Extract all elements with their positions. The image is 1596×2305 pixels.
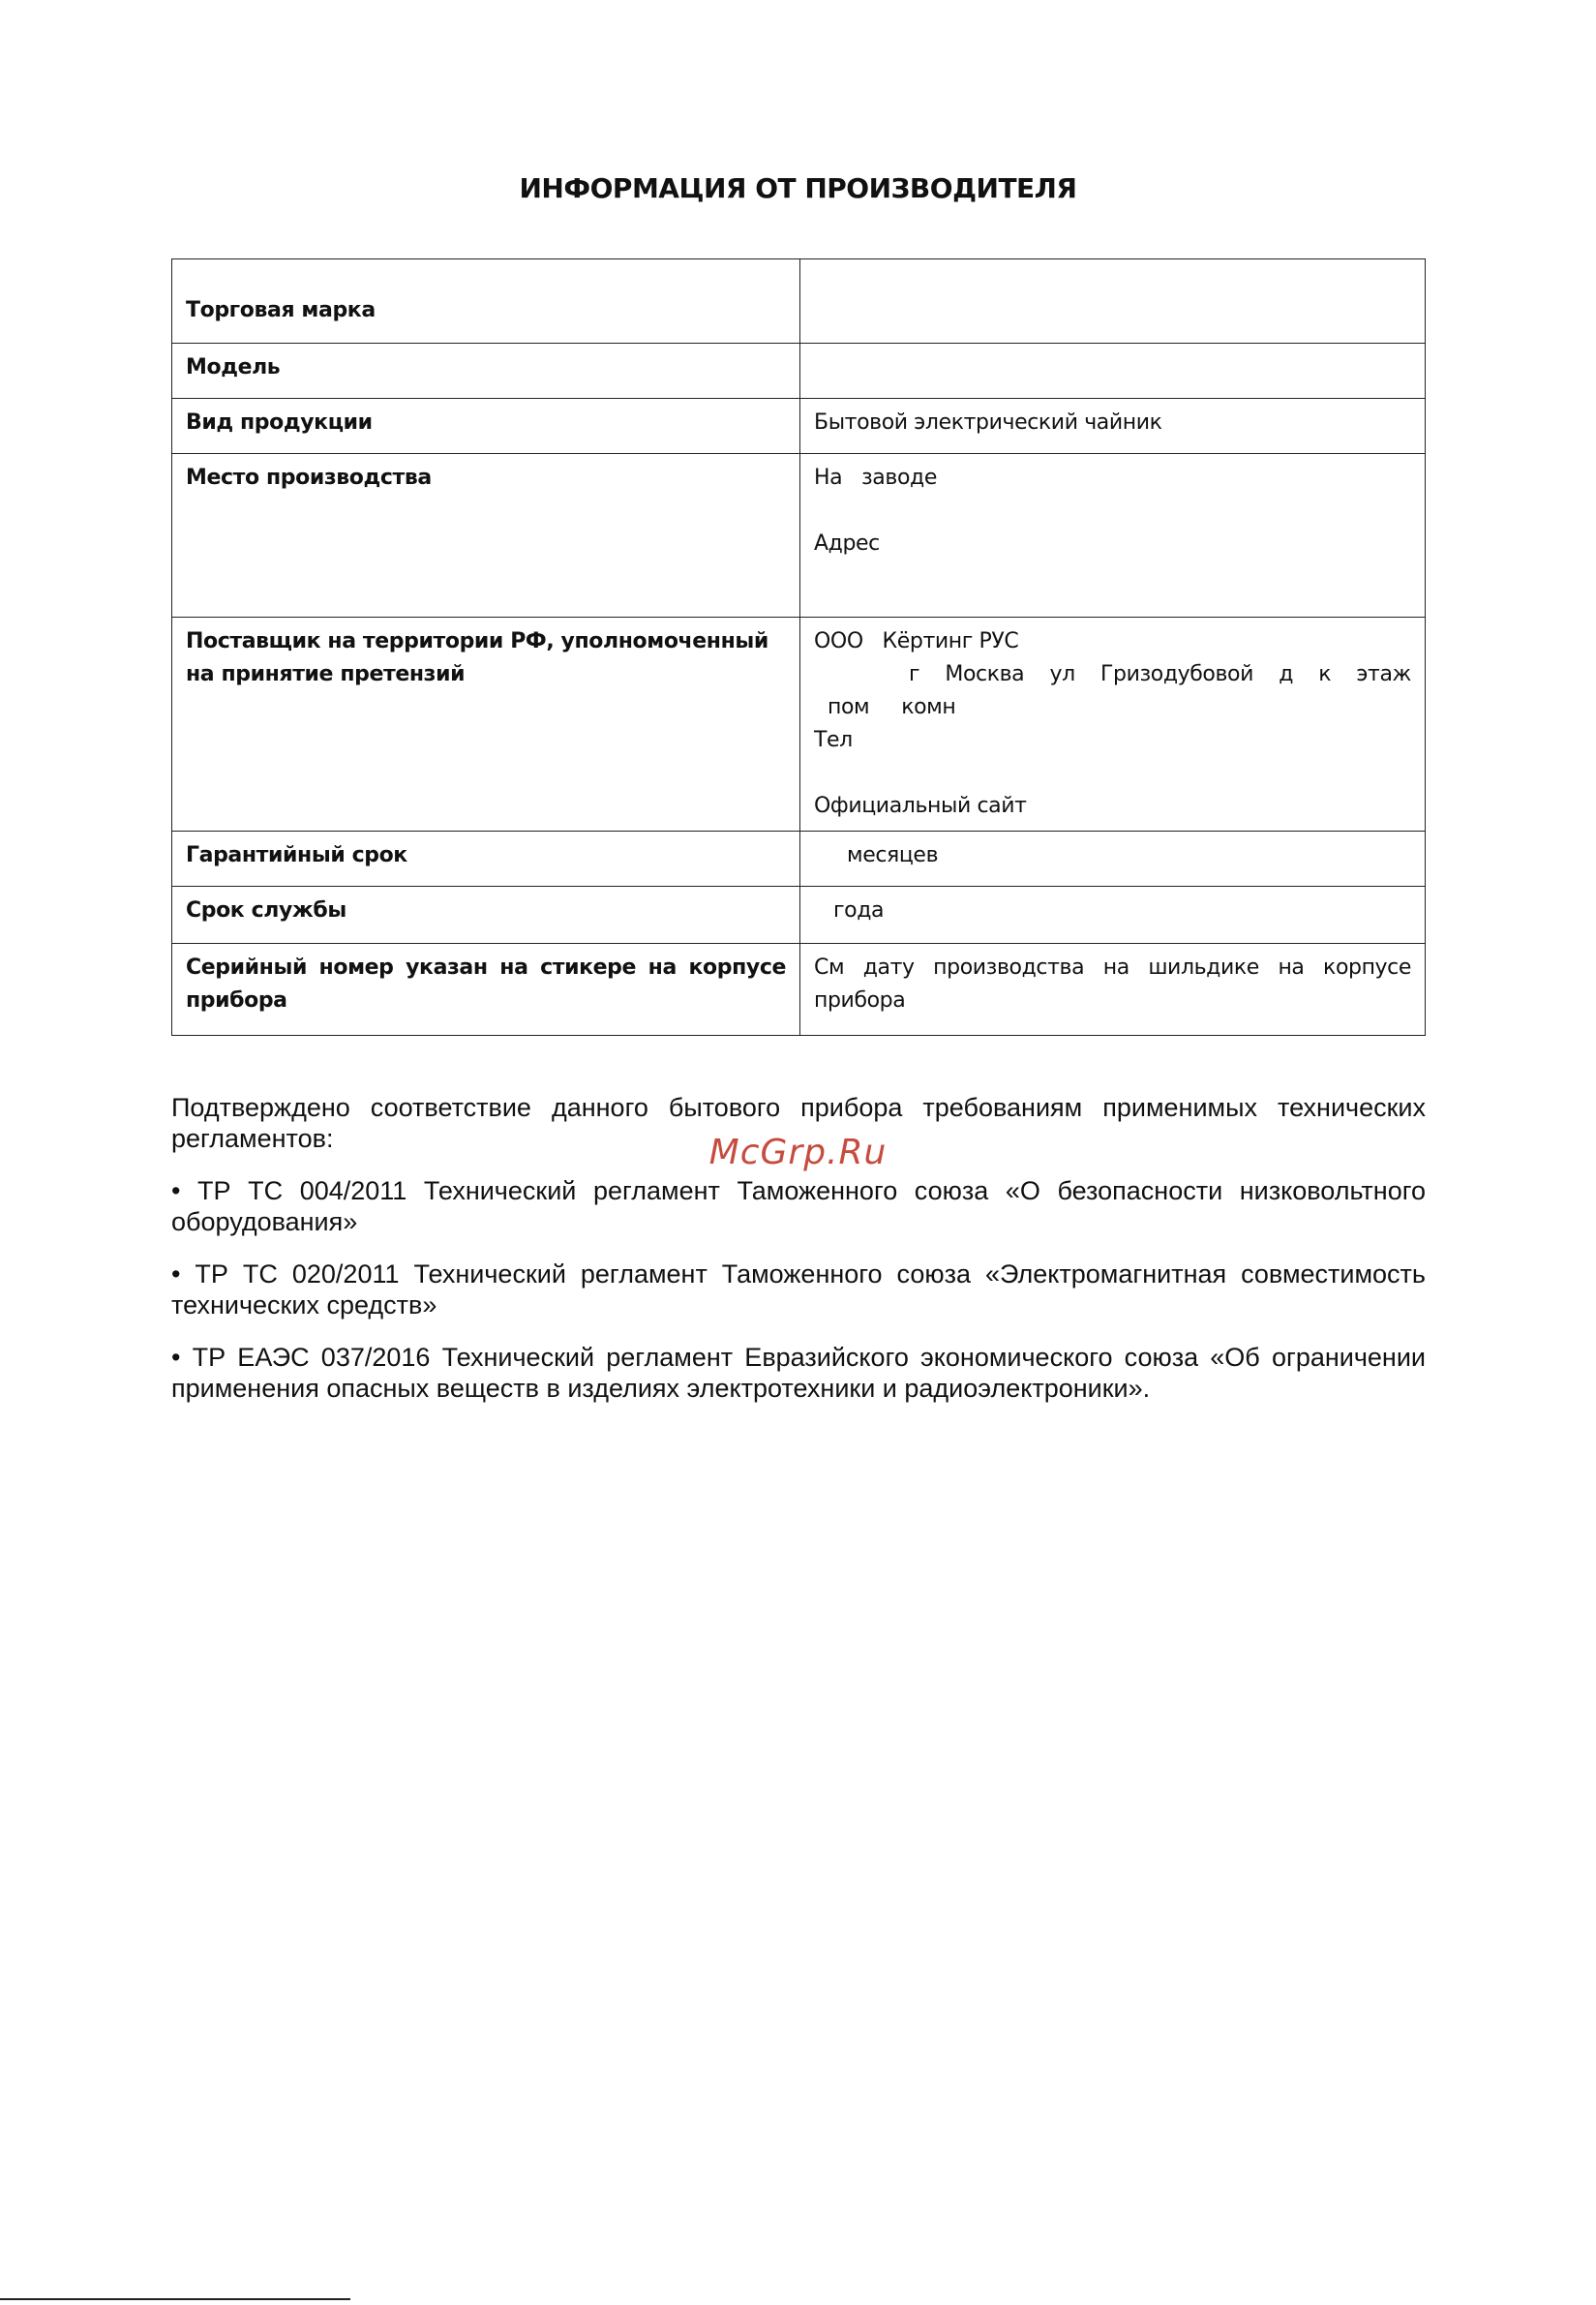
supplier-room: пом комн (828, 695, 956, 719)
production-place-value (800, 454, 1426, 618)
document-title: ИНФОРМАЦИЯ ОТ ПРОИЗВОДИТЕЛЯ (519, 172, 1077, 204)
addr-city-prefix: г (909, 662, 920, 686)
table-row-service-life (172, 887, 1426, 944)
supplier-website: Официальный сайт (814, 794, 1027, 818)
table-row-production-place (172, 454, 1426, 618)
addr-house: д (1279, 662, 1294, 686)
supplier-address (814, 658, 1411, 691)
warranty-label: Гарантийный срок (172, 832, 800, 887)
service-life-label: Срок службы (172, 887, 800, 944)
factory-line: На заводе (814, 466, 937, 490)
model-label: Модель (172, 344, 800, 399)
conformity-item: • ТР ЕАЭС 037/2016 Технический регламент Евразийского экономического союза «Об ограничении применения опасных веществ в изделиях электротехники и радиоэлектроники». (171, 1343, 1426, 1403)
product-type-value: Бытовой электрический чайник (800, 399, 1426, 454)
warranty-text: месяцев (847, 843, 939, 867)
service-life-value (800, 887, 1426, 944)
table-row-warranty (172, 832, 1426, 887)
supplier-value (800, 618, 1426, 832)
brand-label: Торговая марка (172, 259, 800, 344)
model-value (800, 344, 1426, 399)
production-place-label: Место производства (172, 454, 800, 618)
warranty-value (800, 832, 1426, 887)
addr-building: к (1318, 662, 1332, 686)
conformity-item: • ТР ТС 020/2011 Технический регламент Таможенного союза «Электромагнитная совместимость технических средств» (171, 1259, 1426, 1319)
service-life-text: года (833, 898, 885, 923)
supplier-company: ООО Кёртинг РУС (814, 629, 1019, 653)
serial-value: См дату производства на шильдике на корпусе прибора (800, 944, 1426, 1036)
watermark: McGrp.Ru (708, 1133, 888, 1172)
conformity-intro: Подтверждено соответствие данного бытового прибора требованиям применимых технических регламентов: (171, 1093, 1426, 1153)
supplier-label: Поставщик на территории РФ, уполномоченный на принятие претензий (172, 618, 800, 832)
conformity-item: • ТР ТС 004/2011 Технический регламент Таможенного союза «О безопасности низковольтного оборудования» (171, 1176, 1426, 1236)
supplier-phone: Тел (814, 728, 853, 752)
product-type-label: Вид продукции (172, 399, 800, 454)
table-row-model (172, 344, 1426, 399)
table-row-brand (172, 259, 1426, 344)
addr-street: Гризодубовой (1099, 662, 1254, 686)
serial-label: Серийный номер указан на стикере на корпусе прибора (172, 944, 800, 1036)
table-row-supplier (172, 618, 1426, 832)
table-row-serial (172, 944, 1426, 1036)
address-line: Адрес (814, 531, 880, 556)
table-row-product-type (172, 399, 1426, 454)
brand-value (800, 259, 1426, 344)
addr-floor: этаж (1356, 662, 1411, 686)
manufacturer-info-table (171, 258, 1426, 1036)
footer-divider (0, 2298, 350, 2300)
addr-street-prefix: ул (1049, 662, 1075, 686)
addr-city: Москва (945, 662, 1025, 686)
